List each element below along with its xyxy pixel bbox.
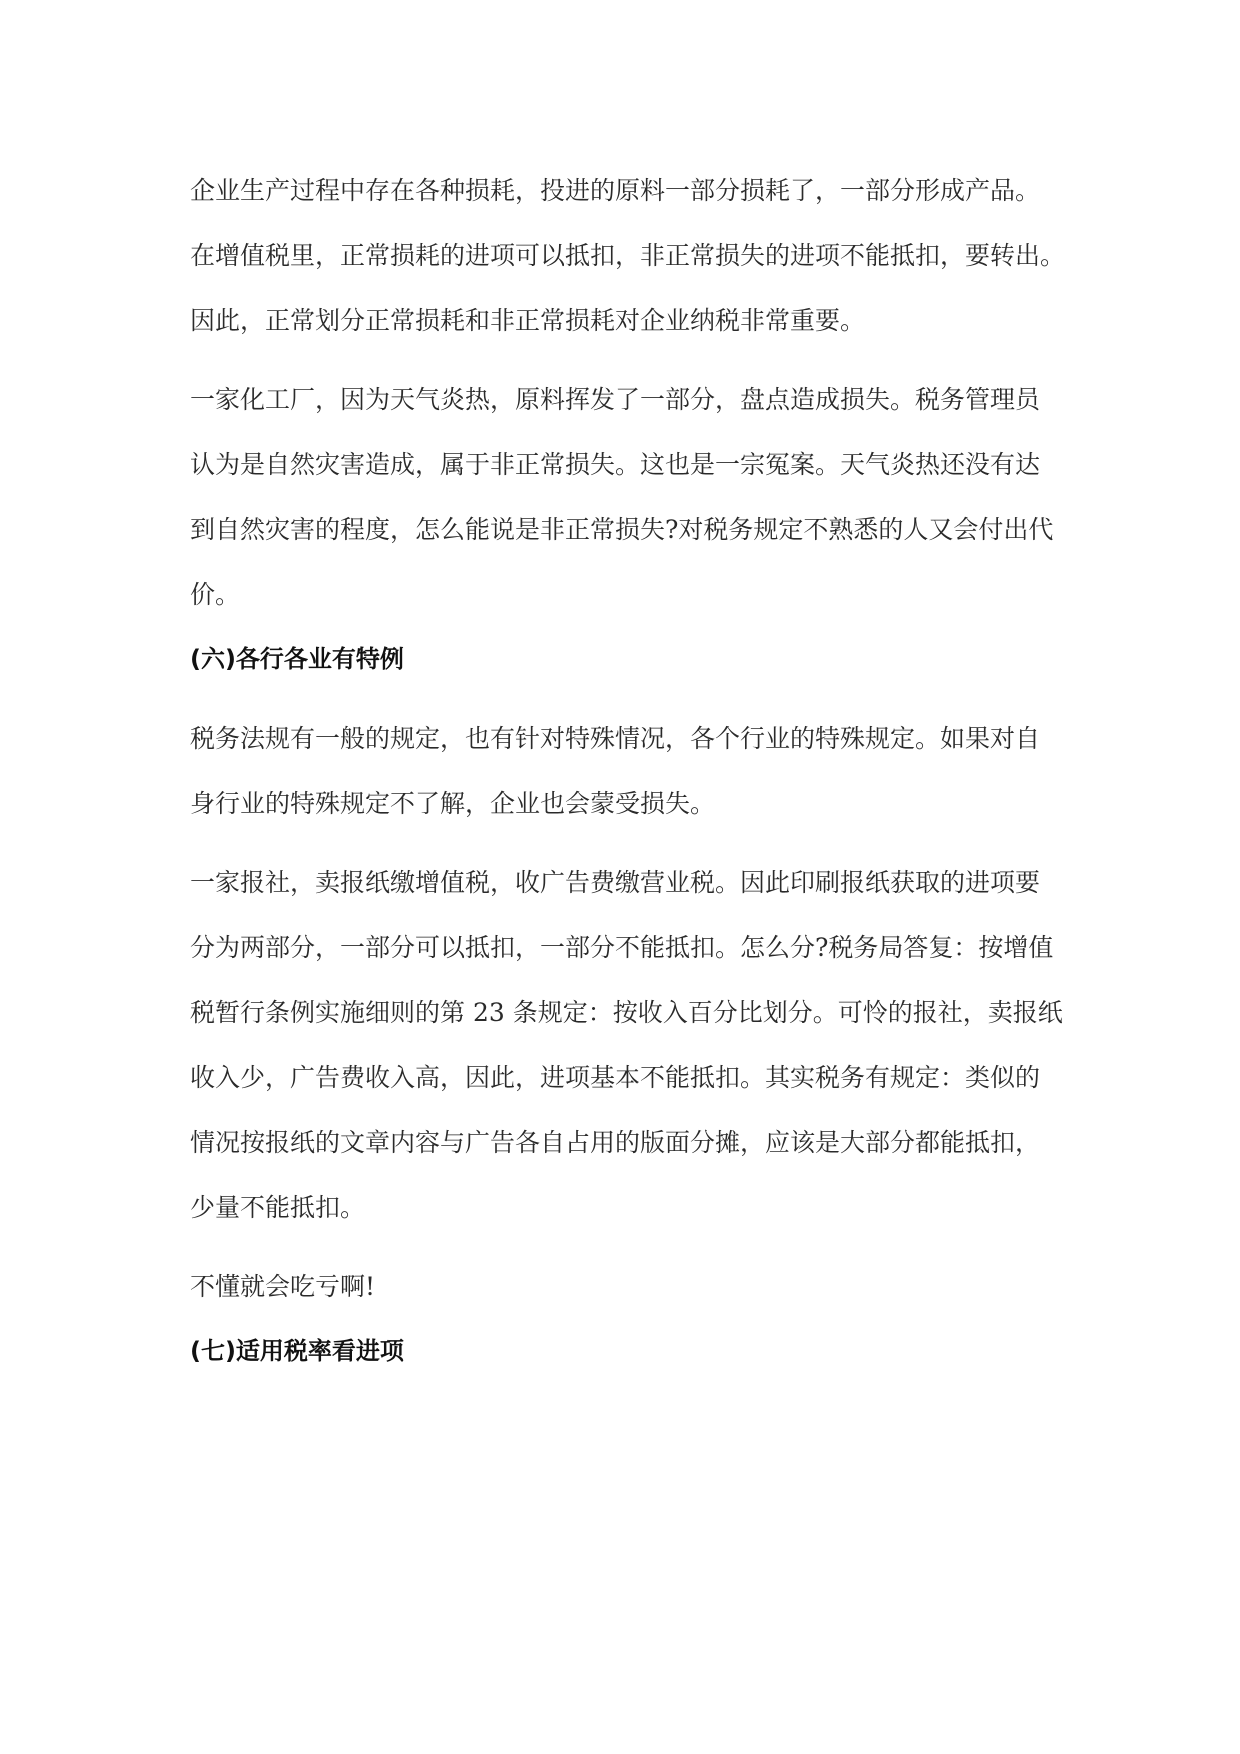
text-line: 价。	[190, 580, 241, 609]
text-line: 认为是自然灾害造成，属于非正常损失。这也是一宗冤案。天气炎热还没有达	[190, 450, 1041, 479]
section-heading-7: (七)适用税率看进项	[190, 1337, 404, 1365]
text-line: 税务法规有一般的规定，也有针对特殊情况，各个行业的特殊规定。如果对自	[190, 724, 1041, 753]
text-line: 因此，正常划分正常损耗和非正常损耗对企业纳税非常重要。	[190, 306, 866, 335]
paragraph-industry-rules	[190, 706, 1070, 836]
document-body	[190, 158, 1070, 1384]
text-line: 企业生产过程中存在各种损耗，投进的原料一部分损耗了，一部分形成产品。	[190, 176, 1041, 205]
paragraph-conclusion	[190, 1254, 1070, 1319]
text-line: 一家化工厂，因为天气炎热，原料挥发了一部分，盘点造成损失。税务管理员	[190, 385, 1041, 414]
paragraph-chemical-plant	[190, 367, 1070, 627]
paragraph-normal-loss	[190, 158, 1070, 353]
section-heading-6: (六)各行各业有特例	[190, 645, 404, 673]
text-line: 身行业的特殊规定不了解，企业也会蒙受损失。	[190, 789, 716, 818]
text-line: 一家报社，卖报纸缴增值税，收广告费缴营业税。因此印刷报纸获取的进项要	[190, 868, 1041, 897]
text-line: 税暂行条例实施细则的第 23 条规定：按收入百分比划分。可怜的报社，卖报纸	[190, 998, 1063, 1027]
text-line: 少量不能抵扣。	[190, 1193, 366, 1222]
paragraph-newspaper-case	[190, 850, 1070, 1240]
text-line: 情况按报纸的文章内容与广告各自占用的版面分摊，应该是大部分都能抵扣，	[190, 1128, 1041, 1157]
text-line: 收入少，广告费收入高，因此，进项基本不能抵扣。其实税务有规定：类似的	[190, 1063, 1041, 1092]
text-line: 分为两部分，一部分可以抵扣，一部分不能抵扣。怎么分?税务局答复：按增值	[190, 933, 1054, 962]
text-line: 在增值税里，正常损耗的进项可以抵扣，非正常损失的进项不能抵扣，要转出。	[190, 241, 1066, 270]
text-line: 不懂就会吃亏啊!	[190, 1272, 376, 1301]
text-line: 到自然灾害的程度，怎么能说是非正常损失?对税务规定不熟悉的人又会付出代	[190, 515, 1054, 544]
